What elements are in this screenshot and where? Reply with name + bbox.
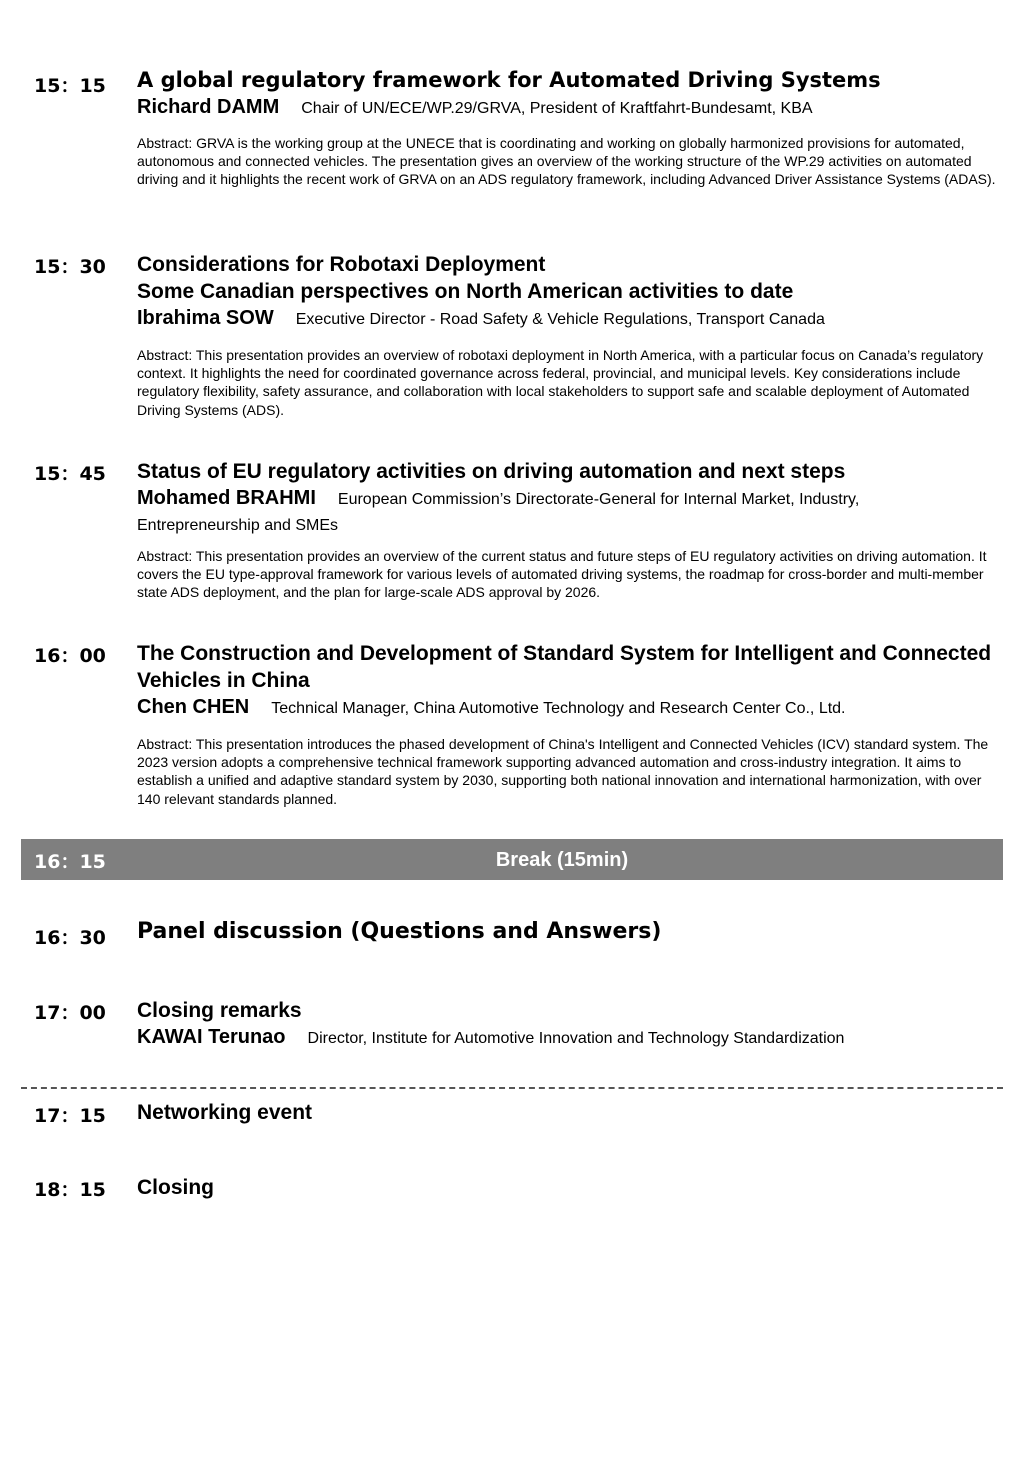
session-title: Considerations for Robotaxi Deployment <box>137 253 546 276</box>
closing-remarks-block <box>137 997 997 1052</box>
break-time: 16：15 <box>34 851 106 873</box>
session-time: 15：45 <box>34 463 106 485</box>
session-title: Status of EU regulatory activities on driving automation and next steps <box>137 460 846 483</box>
panel-title: Panel discussion (Questions and Answers) <box>137 919 662 944</box>
session-time: 15：15 <box>34 75 106 97</box>
speaker-name: KAWAI Terunao <box>137 1026 286 1048</box>
closing-remarks-time: 17：00 <box>34 1002 106 1024</box>
session-block <box>137 251 997 419</box>
session-time: 16：00 <box>34 645 106 667</box>
speaker-name: Ibrahima SOW <box>137 307 274 329</box>
speaker-affiliation: European Commission’s Directorate-General for Internal Market, Industry, <box>337 491 860 508</box>
break-bar <box>21 839 1003 880</box>
speaker-name: Mohamed BRAHMI <box>137 487 316 509</box>
closing-remarks-title: Closing remarks <box>137 999 302 1022</box>
networking-time: 17：15 <box>34 1105 106 1127</box>
speaker-affiliation: Chair of UN/ECE/WP.29/GRVA, President of Kraftfahrt-Bundesamt, KBA <box>301 100 813 117</box>
closing-time: 18：15 <box>34 1179 106 1201</box>
session-block <box>137 458 997 602</box>
panel-block <box>137 918 997 945</box>
panel-time: 16：30 <box>34 927 106 949</box>
session-block <box>137 640 997 808</box>
session-abstract: Abstract: This presentation provides an overview of robotaxi deployment in North America, with a particular focus on Canada’s regulatory context. It highlights the need for coordinated governance across federal, provincial, and municipal levels. Key considerations include regulatory flexibility, safety assurance, and collaboration with local stakeholders to support safe and scalable deployment of Automated Driving Systems (ADS). <box>137 347 984 418</box>
speaker-affiliation: Technical Manager, China Automotive Technology and Research Center Co., Ltd. <box>271 700 846 717</box>
session-title: A global regulatory framework for Automated Driving Systems <box>137 68 881 92</box>
speaker-name: Chen CHEN <box>137 696 250 718</box>
session-time: 15：30 <box>34 256 106 278</box>
speaker-affiliation-continued: Entrepreneurship and SMEs <box>137 517 338 534</box>
session-subtitle: Some Canadian perspectives on North American activities to date <box>137 280 794 303</box>
session-abstract: Abstract: GRVA is the working group at the UNECE that is coordinating and working on globally harmonized provisions for automated, autonomous and connected vehicles. The presentation gives an overview of the working structure of the WP.29 activities on automated driving and it highlights the recent work of GRVA on an ADS regulatory framework, including Advanced Driver Assistance Systems (ADAS). <box>137 135 996 188</box>
session-abstract: Abstract: This presentation introduces the phased development of China's Intelligent and Connected Vehicles (ICV) standard system. The 2023 version adopts a comprehensive technical framework supporting advanced automation and cross-industry integration. It aims to establish a unified and adaptive standard system by 2030, supporting both national innovation and international harmonization, with over 140 relevant standards planned. <box>137 736 989 807</box>
session-abstract: Abstract: This presentation provides an overview of the current status and future steps of EU regulatory activities on driving automation. It covers the EU type-approval framework for various levels of automated driving systems, the roadmap for cross-border and multi-member state ADS deployment, and the plan for large-scale ADS approval by 2026. <box>137 548 987 601</box>
speaker-affiliation: Director, Institute for Automotive Innovation and Technology Standardization <box>307 1030 845 1047</box>
closing-title: Closing <box>137 1176 214 1199</box>
dashed-divider <box>21 1087 1003 1089</box>
speaker-affiliation: Executive Director - Road Safety & Vehicle Regulations, Transport Canada <box>295 311 825 328</box>
session-title: The Construction and Development of Standard System for Intelligent and Connected Vehicles in China <box>137 642 992 692</box>
session-block <box>137 67 997 189</box>
break-label: Break (15min) <box>495 849 629 871</box>
closing-block <box>137 1174 997 1201</box>
networking-block <box>137 1099 997 1126</box>
networking-title: Networking event <box>137 1101 313 1124</box>
speaker-name: Richard DAMM <box>137 96 280 118</box>
